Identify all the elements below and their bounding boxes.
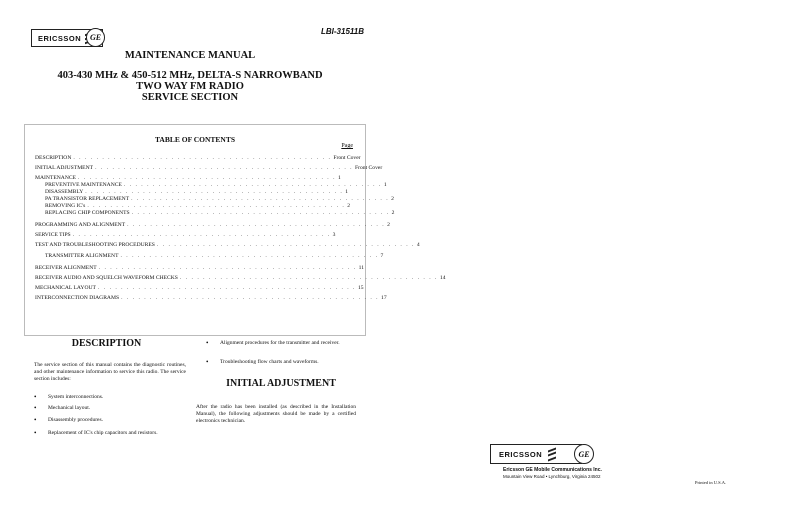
bullet-icon: • [206, 358, 209, 366]
toc-entry[interactable]: INITIAL ADJUSTMENT . . . . . . . . . . . . . . . . . . . . . . . . . . . . . . . . . . . . . . . . . . . . . Front Cover [35, 165, 383, 171]
toc-entry[interactable]: DISASSEMBLY . . . . . . . . . . . . . . . . . . . . . . . . . . . . . . . . . . . . . . . . . . . . . 1 [45, 189, 349, 195]
bullet-icon: • [206, 339, 209, 347]
toc-page-header: Page [341, 143, 353, 149]
description-body: The service section of this manual contains the diagnostic routines, and other maintenance information to service this radio. The service section includes: [34, 362, 186, 382]
table-of-contents [24, 124, 446, 336]
toc-entry[interactable]: PREVENTIVE MAINTENANCE . . . . . . . . . . . . . . . . . . . . . . . . . . . . . . . . . . . . . . . . . . . . . 1 [45, 182, 387, 188]
document-number: LBI-31511B [321, 27, 364, 36]
description-bullet: • System interconnections. [34, 393, 104, 401]
bullet-icon: • [34, 393, 37, 401]
description-bullet: • Replacement of IC's chip capacitors and resistors. [34, 429, 158, 437]
manual-title: MAINTENANCE MANUAL [124, 50, 256, 61]
logo-text: ERICSSON [38, 33, 82, 43]
ericsson-mark-icon [548, 449, 556, 460]
description-bullet: • Disassembly procedures. [34, 416, 103, 424]
toc-entry[interactable]: PROGRAMMING AND ALIGNMENT . . . . . . . . . . . . . . . . . . . . . . . . . . . . . . . . . . . . . . . . . . . . . 2 [35, 222, 390, 228]
bullet-icon: • [34, 404, 37, 412]
toc-entry[interactable]: TRANSMITTER ALIGNMENT . . . . . . . . . . . . . . . . . . . . . . . . . . . . . . . . . . . . . . . . . . . . . 7 [45, 253, 384, 259]
toc-entry[interactable]: DESCRIPTION . . . . . . . . . . . . . . . . . . . . . . . . . . . . . . . . . . . . . . . . . . . . . Front Cover [35, 155, 361, 161]
footer-logo-text: ERICSSON [499, 449, 543, 459]
toc-entry[interactable]: MECHANICAL LAYOUT . . . . . . . . . . . . . . . . . . . . . . . . . . . . . . . . . . . . . . . . . . . . . 15 [35, 285, 364, 291]
toc-entry[interactable]: TEST AND TROUBLESHOOTING PROCEDURES . . . . . . . . . . . . . . . . . . . . . . . . . . . . . . . . . . . . . . . . . . . . . 4 [35, 242, 420, 248]
toc-entry[interactable]: INTERCONNECTION DIAGRAMS . . . . . . . . . . . . . . . . . . . . . . . . . . . . . . . . . . . . . . . . . . . . . 17 [35, 295, 387, 301]
right-bullet: • Troubleshooting flow charts and waveforms. [206, 358, 319, 366]
ge-logo-icon: GE [86, 28, 105, 47]
toc-entry[interactable]: REMOVING IC's . . . . . . . . . . . . . . . . . . . . . . . . . . . . . . . . . . . . . . . . . . . . . 2 [45, 203, 351, 209]
footer-ge-logo-icon: GE [574, 444, 594, 464]
initial-adjustment-heading: INITIAL ADJUSTMENT [226, 378, 336, 389]
manual-subtitle-2: TWO WAY FM RADIO [136, 81, 244, 92]
company-address: Mountain View Road • Lynchburg, Virginia 24502 [503, 474, 601, 479]
manual-subtitle-3: SERVICE SECTION [141, 92, 239, 103]
printed-in: Printed in U.S.A. [695, 480, 727, 485]
toc-entry[interactable]: REPLACING CHIP COMPONENTS . . . . . . . . . . . . . . . . . . . . . . . . . . . . . . . . . . . . . . . . . . . . . 2 [45, 210, 395, 216]
toc-entry[interactable]: SERVICE TIPS . . . . . . . . . . . . . . . . . . . . . . . . . . . . . . . . . . . . . . . . . . . . . 3 [35, 232, 336, 238]
toc-entry[interactable]: RECEIVER AUDIO AND SQUELCH WAVEFORM CHECKS . . . . . . . . . . . . . . . . . . . . . . . . . . . . . . . . . . . . . . . . . . . . . 14 [35, 275, 446, 281]
bullet-icon: • [34, 416, 37, 424]
toc-entry[interactable]: RECEIVER ALIGNMENT . . . . . . . . . . . . . . . . . . . . . . . . . . . . . . . . . . . . . . . . . . . . . 11 [35, 265, 365, 271]
bullet-icon: • [34, 429, 37, 437]
manual-subtitle-1: 403-430 MHz & 450-512 MHz, DELTA-S NARROWBAND [57, 70, 323, 81]
description-heading: DESCRIPTION [71, 338, 142, 349]
initial-adjustment-body: After the radio has been installed (as described in the Installation Manual), the following adjustments should be made by a certified electronics technician. [196, 404, 356, 424]
description-bullet: • Mechanical layout. [34, 404, 91, 412]
company-name: Ericsson GE Mobile Communications Inc. [503, 467, 602, 473]
toc-title: TABLE OF CONTENTS [154, 135, 236, 144]
toc-entry[interactable]: MAINTENANCE . . . . . . . . . . . . . . . . . . . . . . . . . . . . . . . . . . . . . . . . . . . . . 1 [35, 175, 341, 181]
right-bullet: • Alignment procedures for the transmitter and receiver. [206, 339, 340, 347]
footer-ericsson-logo [490, 444, 582, 464]
toc-entry[interactable]: PA TRANSISTOR REPLACEMENT . . . . . . . . . . . . . . . . . . . . . . . . . . . . . . . . . . . . . . . . . . . . . 2 [45, 196, 394, 202]
